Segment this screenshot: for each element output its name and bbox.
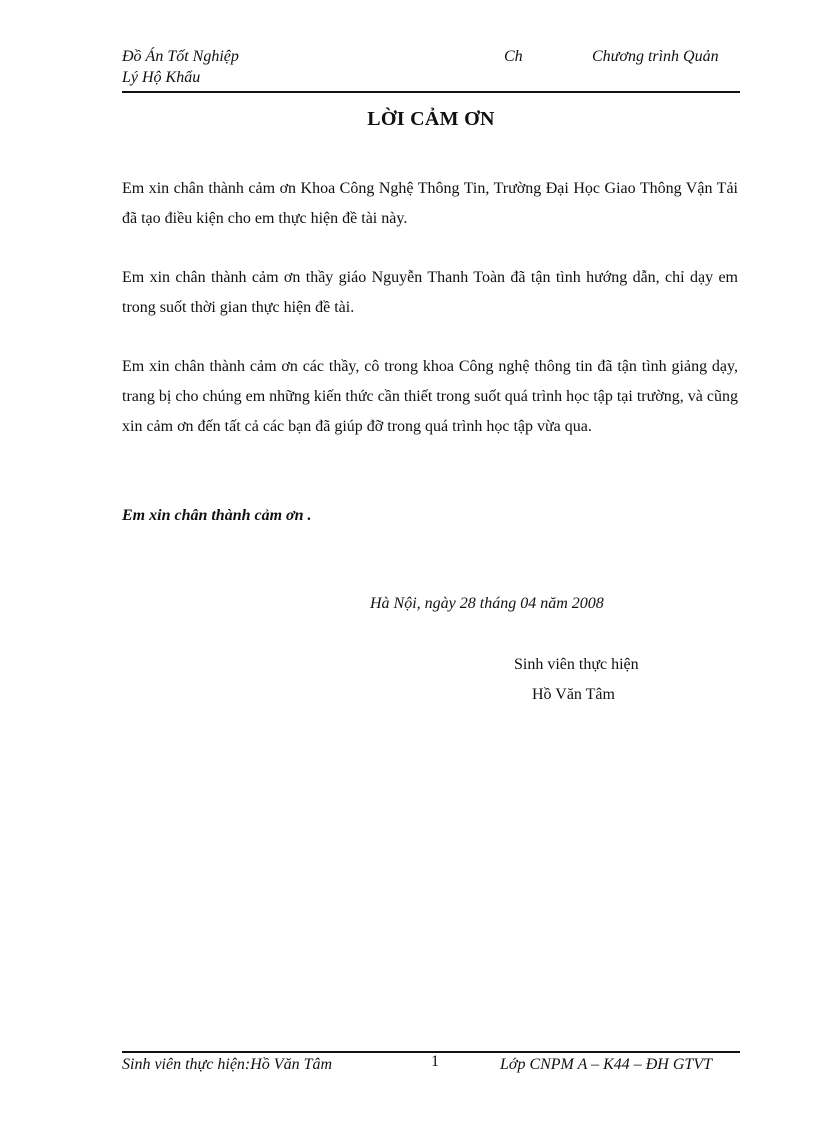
place-date: Hà Nội, ngày 28 tháng 04 năm 2008 — [370, 595, 604, 612]
page-header — [122, 48, 740, 92]
footer-left-text: Sinh viên thực hiện:Hồ Văn Tâm — [122, 1056, 333, 1073]
header-second-line: Lý Hộ Khẩu — [122, 69, 201, 86]
page-title: LỜI CẢM ƠN — [367, 108, 495, 130]
header-middle-text: Ch — [504, 48, 523, 65]
paragraph-3: Em xin chân thành cảm ơn các thầy, cô trong khoa Công nghệ thông tin đã tận tình giảng dạy, trang bị cho chúng em những kiến thức cần thiết trong suốt quá trình học tập tại trường, và cũng xin cảm ơn đến tất cả các bạn đã giúp đỡ trong quá trình học tập vừa qua. — [122, 358, 738, 435]
paragraph-2: Em xin chân thành cảm ơn thầy giáo Nguyễn Thanh Toàn đã tận tình hướng dẫn, chỉ dạy em trong suốt thời gian thực hiện đề tài. — [122, 269, 738, 316]
footer-right-text: Lớp CNPM A – K44 – ĐH GTVT — [500, 1056, 712, 1073]
header-right-text: Chương trình Quản — [592, 48, 719, 65]
signer-name: Hồ Văn Tâm — [532, 686, 615, 703]
paragraph-1: Em xin chân thành cảm ơn Khoa Công Nghệ Thông Tin, Trường Đại Học Giao Thông Vận Tải đã tạo điều kiện cho em thực hiện đề tài này. — [122, 180, 738, 227]
page-number: 1 — [431, 1053, 439, 1070]
header-left-text: Đồ Án Tốt Nghiệp — [122, 48, 239, 65]
signer-role: Sinh viên thực hiện — [514, 656, 639, 673]
header-divider — [122, 91, 740, 93]
closing-thanks: Em xin chân thành cảm ơn . — [122, 507, 312, 524]
